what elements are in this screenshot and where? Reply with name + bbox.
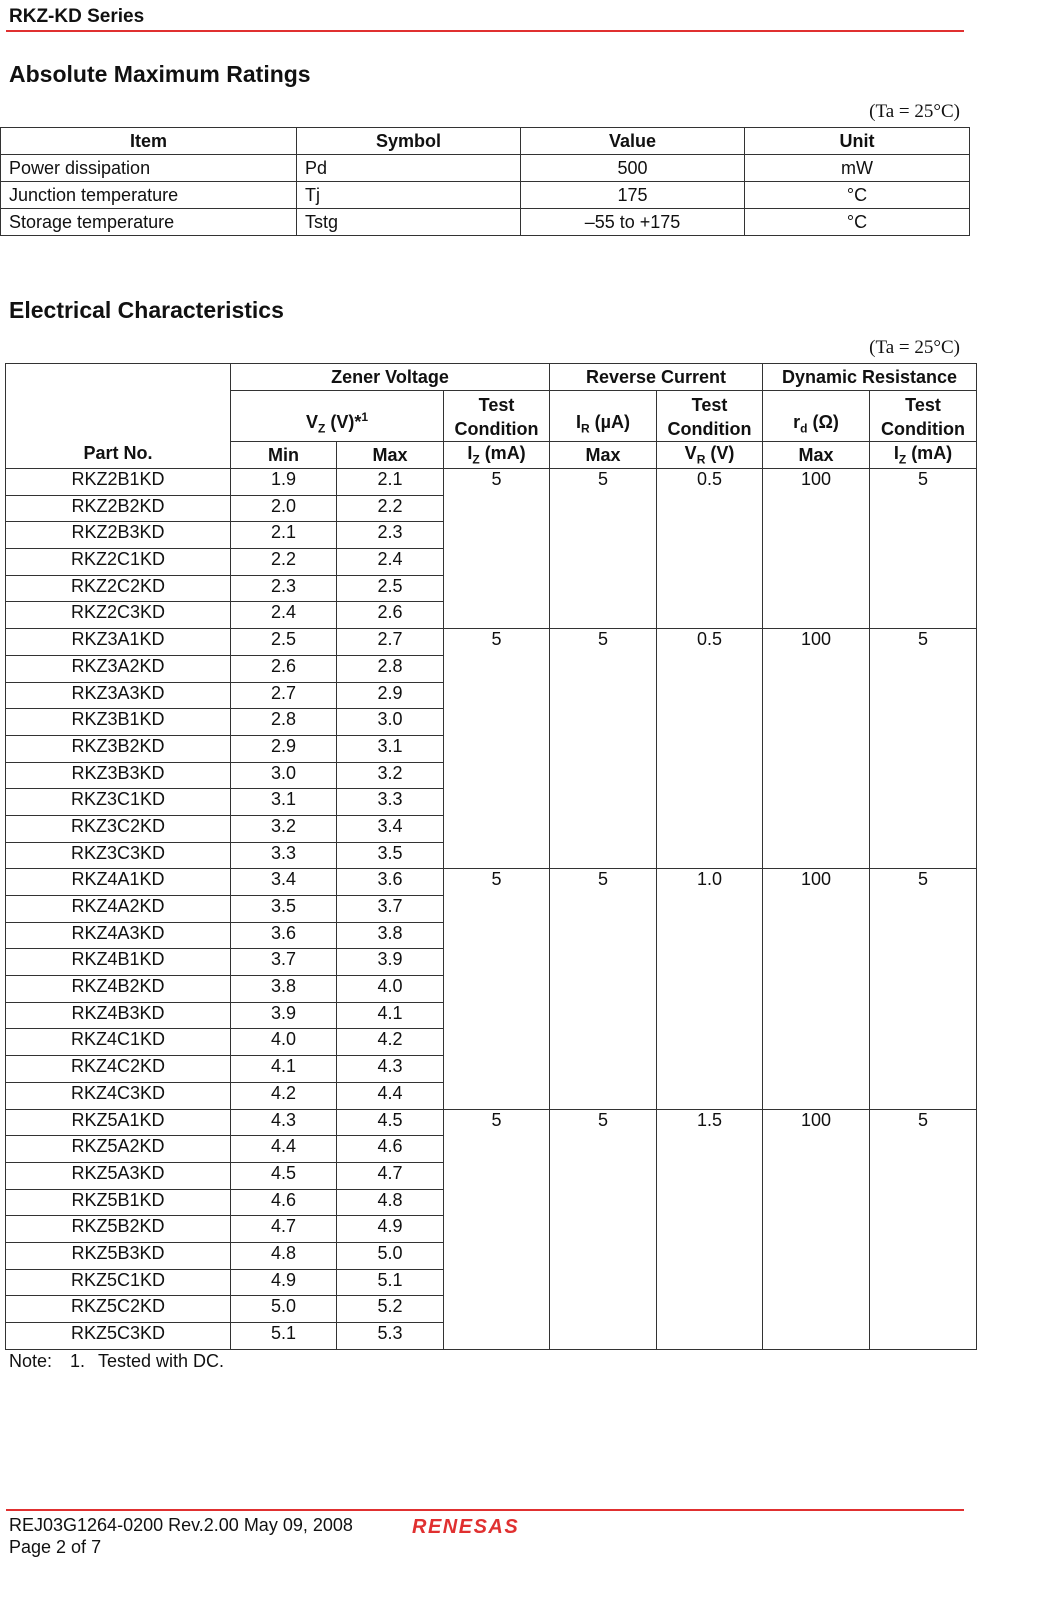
cell-test-iz: 5 — [444, 1109, 550, 1349]
col-header-unit: Unit — [745, 128, 970, 155]
cell-vz-max: 2.3 — [337, 522, 444, 549]
cell-unit: °C — [745, 209, 970, 236]
cell-vz-min: 2.1 — [231, 522, 337, 549]
note-number: 1. — [70, 1351, 86, 1371]
cell-vz-min: 4.2 — [231, 1082, 337, 1109]
cell-vz-min: 3.5 — [231, 896, 337, 923]
cell-test-iz: 5 — [444, 469, 550, 629]
cell-vz-min: 3.0 — [231, 762, 337, 789]
abs-max-title: Absolute Maximum Ratings — [9, 61, 311, 87]
cell-part-no: RKZ5A2KD — [6, 1136, 231, 1163]
footer-divider — [6, 1509, 964, 1511]
elec-row — [6, 469, 977, 496]
cell-vz-max: 2.4 — [337, 549, 444, 576]
cell-vz-min: 4.8 — [231, 1242, 337, 1269]
cell-vz-max: 3.5 — [337, 842, 444, 869]
cell-vz-max: 4.0 — [337, 976, 444, 1003]
cell-vz-min: 2.4 — [231, 602, 337, 629]
cell-test-vr: 0.5 — [657, 629, 763, 869]
cell-part-no: RKZ4B3KD — [6, 1002, 231, 1029]
cell-ir-max: 5 — [550, 1109, 657, 1349]
cell-part-no: RKZ5A1KD — [6, 1109, 231, 1136]
cell-part-no: RKZ2B1KD — [6, 469, 231, 496]
cell-rd-max: 100 — [763, 629, 870, 869]
cell-part-no: RKZ4C3KD — [6, 1082, 231, 1109]
cell-vz-max: 3.3 — [337, 789, 444, 816]
cell-vz-min: 4.0 — [231, 1029, 337, 1056]
cell-part-no: RKZ2C1KD — [6, 549, 231, 576]
elec-row — [6, 1109, 977, 1136]
cell-vz-min: 3.2 — [231, 815, 337, 842]
col-header-min: Min — [231, 442, 337, 469]
cell-vz-min: 4.5 — [231, 1162, 337, 1189]
note-label: Note: — [9, 1351, 53, 1371]
note-text: Tested with DC. — [98, 1351, 225, 1371]
cell-test-iz: 5 — [444, 629, 550, 869]
cell-item: Junction temperature — [1, 182, 297, 209]
col-header-value: Value — [521, 128, 745, 155]
elec-row — [6, 629, 977, 656]
cell-test-iz2: 5 — [870, 869, 977, 1109]
cell-part-no: RKZ4B1KD — [6, 949, 231, 976]
cell-vz-min: 3.9 — [231, 1002, 337, 1029]
cell-test-vr: 1.0 — [657, 869, 763, 1109]
cell-vz-min: 2.8 — [231, 709, 337, 736]
abs-max-row — [1, 209, 970, 236]
cell-test-iz2: 5 — [870, 629, 977, 869]
cell-part-no: RKZ5A3KD — [6, 1162, 231, 1189]
cell-symbol: Tstg — [297, 209, 521, 236]
cell-ir-max: 5 — [550, 629, 657, 869]
header-divider — [6, 30, 964, 32]
cell-vz-max: 4.8 — [337, 1189, 444, 1216]
cell-part-no: RKZ2B2KD — [6, 495, 231, 522]
cell-test-vr: 1.5 — [657, 1109, 763, 1349]
cell-part-no: RKZ3C3KD — [6, 842, 231, 869]
cell-unit: mW — [745, 155, 970, 182]
col-header-rd-max: Max — [763, 442, 870, 469]
cell-vz-max: 4.9 — [337, 1216, 444, 1243]
cell-vz-max: 3.7 — [337, 896, 444, 923]
cell-vz-max: 2.1 — [337, 469, 444, 496]
cell-vz-min: 4.3 — [231, 1109, 337, 1136]
group-reverse-current: Reverse Current — [550, 364, 763, 391]
cell-vz-min: 2.7 — [231, 682, 337, 709]
cell-part-no: RKZ5C1KD — [6, 1269, 231, 1296]
cell-vz-min: 3.3 — [231, 842, 337, 869]
cell-value: 175 — [521, 182, 745, 209]
doc-number: REJ03G1264-0200 Rev.2.00 May 09, 2008 — [9, 1515, 353, 1535]
cell-ir-max: 5 — [550, 469, 657, 629]
cell-part-no: RKZ2C3KD — [6, 602, 231, 629]
cell-vz-max: 5.1 — [337, 1269, 444, 1296]
cell-vz-min: 2.5 — [231, 629, 337, 656]
group-dynamic-resistance: Dynamic Resistance — [763, 364, 977, 391]
cell-vz-max: 3.4 — [337, 815, 444, 842]
col-header-ir: $I_R$ (µA) — [550, 391, 657, 442]
cell-vz-max: 2.9 — [337, 682, 444, 709]
elec-table — [5, 363, 977, 1350]
col-header-test-condition-iz: Test Condition — [444, 391, 550, 442]
cell-vz-min: 2.6 — [231, 655, 337, 682]
footnote — [9, 1351, 224, 1372]
cell-part-no: RKZ4A2KD — [6, 896, 231, 923]
cell-part-no: RKZ2B3KD — [6, 522, 231, 549]
cell-part-no: RKZ4B2KD — [6, 976, 231, 1003]
cell-vz-max: 4.7 — [337, 1162, 444, 1189]
cell-part-no: RKZ5B2KD — [6, 1216, 231, 1243]
cell-vz-min: 2.2 — [231, 549, 337, 576]
col-header-vr: $V_R$ (V) — [657, 442, 763, 469]
cell-vz-max: 3.2 — [337, 762, 444, 789]
cell-vz-min: 4.9 — [231, 1269, 337, 1296]
elec-condition: (Ta = 25°C) — [869, 337, 960, 358]
cell-vz-max: 2.8 — [337, 655, 444, 682]
cell-rd-max: 100 — [763, 1109, 870, 1349]
abs-max-row — [1, 182, 970, 209]
cell-vz-min: 3.8 — [231, 976, 337, 1003]
cell-part-no: RKZ3B1KD — [6, 709, 231, 736]
elec-row — [6, 869, 977, 896]
cell-part-no: RKZ3A1KD — [6, 629, 231, 656]
cell-vz-min: 2.0 — [231, 495, 337, 522]
cell-vz-max: 2.6 — [337, 602, 444, 629]
cell-vz-max: 4.4 — [337, 1082, 444, 1109]
cell-part-no: RKZ3C1KD — [6, 789, 231, 816]
cell-part-no: RKZ4C2KD — [6, 1056, 231, 1083]
cell-value: –55 to +175 — [521, 209, 745, 236]
cell-vz-max: 3.6 — [337, 869, 444, 896]
cell-vz-max: 3.0 — [337, 709, 444, 736]
renesas-logo-text: RENESAS — [412, 1516, 520, 1537]
cell-part-no: RKZ3C2KD — [6, 815, 231, 842]
cell-vz-max: 3.8 — [337, 922, 444, 949]
col-header-iz2: $I_Z$ (mA) — [870, 442, 977, 469]
cell-vz-min: 4.6 — [231, 1189, 337, 1216]
cell-vz-min: 3.4 — [231, 869, 337, 896]
cell-unit: °C — [745, 182, 970, 209]
cell-part-no: RKZ5B3KD — [6, 1242, 231, 1269]
col-header-rd: $r_d$ (Ω) — [763, 391, 870, 442]
cell-vz-max: 2.2 — [337, 495, 444, 522]
elec-title: Electrical Characteristics — [9, 297, 284, 323]
cell-vz-max: 2.5 — [337, 575, 444, 602]
cell-symbol: Tj — [297, 182, 521, 209]
cell-vz-min: 4.1 — [231, 1056, 337, 1083]
col-header-test-condition-iz2: Test Condition — [870, 391, 977, 442]
cell-vz-min: 3.1 — [231, 789, 337, 816]
col-header-iz: $I_Z$ (mA) — [444, 442, 550, 469]
cell-part-no: RKZ2C2KD — [6, 575, 231, 602]
cell-part-no: RKZ3A2KD — [6, 655, 231, 682]
cell-vz-max: 4.2 — [337, 1029, 444, 1056]
cell-rd-max: 100 — [763, 469, 870, 629]
cell-part-no: RKZ4C1KD — [6, 1029, 231, 1056]
cell-rd-max: 100 — [763, 869, 870, 1109]
cell-vz-min: 5.1 — [231, 1323, 337, 1350]
cell-symbol: Pd — [297, 155, 521, 182]
cell-vz-min: 4.7 — [231, 1216, 337, 1243]
cell-vz-min: 3.7 — [231, 949, 337, 976]
cell-vz-max: 4.6 — [337, 1136, 444, 1163]
col-header-vz: $V_Z$ (V)*$^1$ — [231, 391, 444, 442]
cell-value: 500 — [521, 155, 745, 182]
cell-vz-min: 3.6 — [231, 922, 337, 949]
col-header-ir-max: Max — [550, 442, 657, 469]
col-header-item: Item — [1, 128, 297, 155]
cell-item: Storage temperature — [1, 209, 297, 236]
cell-test-iz2: 5 — [870, 1109, 977, 1349]
cell-vz-min: 1.9 — [231, 469, 337, 496]
renesas-logo — [412, 1515, 557, 1542]
cell-vz-min: 4.4 — [231, 1136, 337, 1163]
page-number: Page 2 of 7 — [9, 1537, 102, 1557]
cell-vz-max: 5.3 — [337, 1323, 444, 1350]
series-title: RKZ-KD Series — [9, 6, 145, 27]
cell-vz-max: 4.5 — [337, 1109, 444, 1136]
abs-max-table — [0, 127, 970, 236]
cell-test-iz2: 5 — [870, 469, 977, 629]
cell-part-no: RKZ5B1KD — [6, 1189, 231, 1216]
cell-vz-max: 2.7 — [337, 629, 444, 656]
cell-item: Power dissipation — [1, 155, 297, 182]
abs-max-row — [1, 155, 970, 182]
col-header-symbol: Symbol — [297, 128, 521, 155]
cell-vz-max: 3.9 — [337, 949, 444, 976]
cell-vz-max: 5.0 — [337, 1242, 444, 1269]
cell-part-no: RKZ3B3KD — [6, 762, 231, 789]
cell-part-no: RKZ3A3KD — [6, 682, 231, 709]
col-header-test-condition-vr: Test Condition — [657, 391, 763, 442]
col-header-part-no: Part No. — [6, 364, 231, 469]
cell-test-iz: 5 — [444, 869, 550, 1109]
cell-ir-max: 5 — [550, 869, 657, 1109]
cell-part-no: RKZ4A3KD — [6, 922, 231, 949]
cell-vz-max: 4.1 — [337, 1002, 444, 1029]
cell-vz-max: 5.2 — [337, 1296, 444, 1323]
group-zener-voltage: Zener Voltage — [231, 364, 550, 391]
cell-vz-max: 3.1 — [337, 735, 444, 762]
cell-part-no: RKZ4A1KD — [6, 869, 231, 896]
cell-part-no: RKZ3B2KD — [6, 735, 231, 762]
cell-part-no: RKZ5C2KD — [6, 1296, 231, 1323]
cell-test-vr: 0.5 — [657, 469, 763, 629]
cell-vz-max: 4.3 — [337, 1056, 444, 1083]
cell-vz-min: 2.9 — [231, 735, 337, 762]
cell-vz-min: 2.3 — [231, 575, 337, 602]
abs-max-condition: (Ta = 25°C) — [869, 101, 960, 122]
cell-part-no: RKZ5C3KD — [6, 1323, 231, 1350]
cell-vz-min: 5.0 — [231, 1296, 337, 1323]
col-header-max: Max — [337, 442, 444, 469]
